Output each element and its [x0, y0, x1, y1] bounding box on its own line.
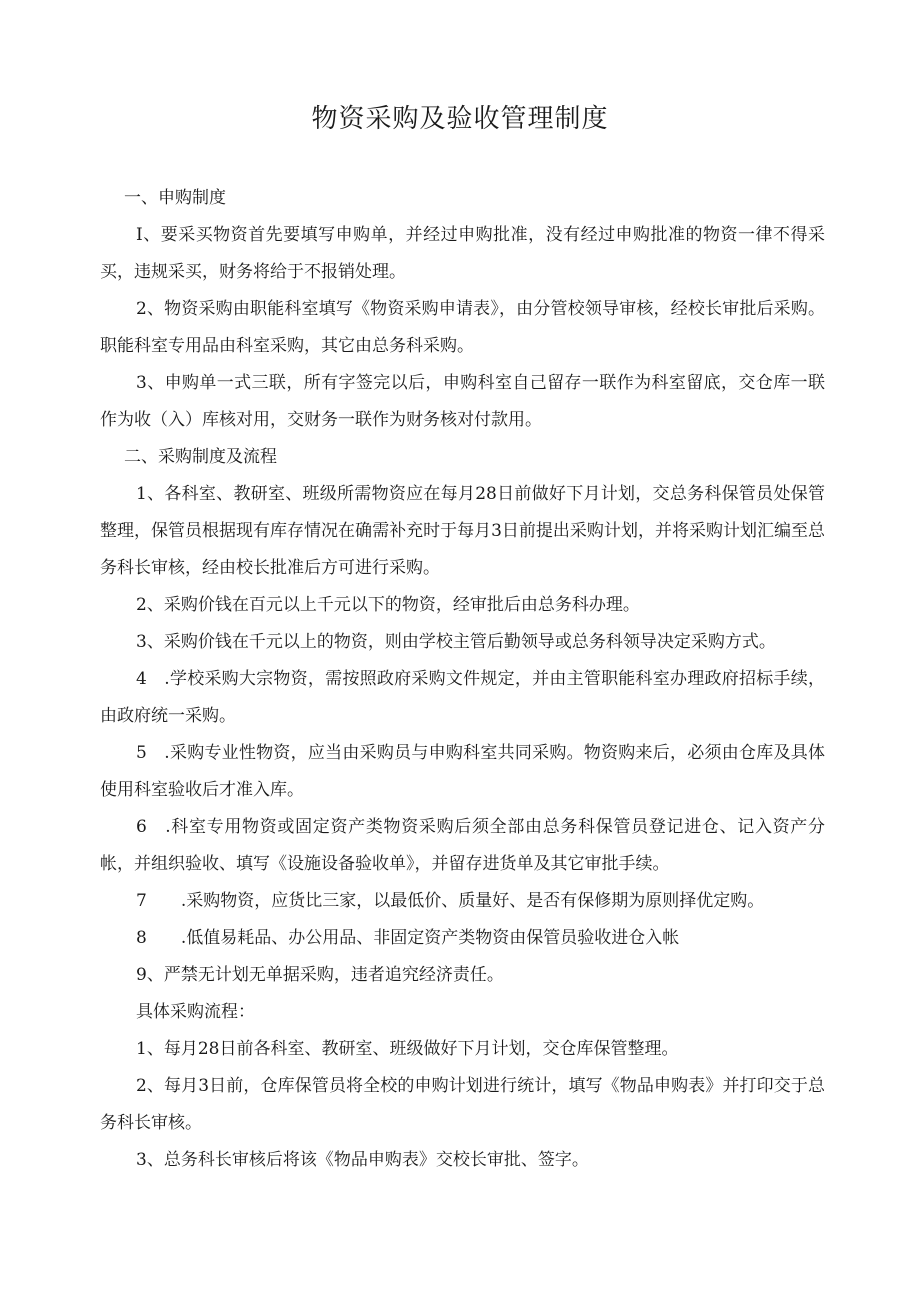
paragraph-requisition-2: 2、物资采购由职能科室填写《物资采购申请表》，由分管校领导审核，经校长审批后采购。职能科室专用品由科室采购，其它由总务科采购。	[100, 299, 825, 356]
paragraph-process-2: 2、每月3日前，仓库保管员将全校的申购计划进行统计，填写《物品申购表》并打印交于总务科长审核。	[100, 1076, 825, 1133]
section-heading-requisition: 一、申购制度	[124, 188, 226, 208]
paragraph-purchasing-2: 2、采购价钱在百元以上千元以下的物资，经审批后由总务科办理。	[136, 595, 640, 615]
paragraph-purchasing-5: 5 .采购专业性物资，应当由采购员与申购科室共同采购。物资购来后，必须由仓库及具体使用科室验收后才准入库。	[100, 743, 825, 800]
paragraph-purchasing-1: 1、各科室、教研室、班级所需物资应在每月28日前做好下月计划，交总务科保管员处保管整理，保管员根据现有库存情况在确需补充时于每月3日前提出采购计划，并将采购计划汇编至总务科长审核，经由校长批准后方可进行采购。	[100, 484, 825, 578]
paragraph-purchasing-9: 9、严禁无计划无单据采购，违者追究经济责任。	[136, 965, 504, 985]
paragraph-process-1: 1、每月28日前各科室、教研室、班级做好下月计划，交仓库保管整理。	[136, 1039, 679, 1059]
paragraph-purchasing-3: 3、采购价钱在千元以上的物资，则由学校主管后勤领导或总务科领导决定采购方式。	[136, 632, 776, 652]
subheading-process: 具体采购流程：	[136, 1002, 255, 1022]
paragraph-purchasing-4: 4 .学校采购大宗物资，需按照政府采购文件规定，并由主管职能科室办理政府招标手续，由政府统一采购。	[100, 669, 825, 726]
paragraph-purchasing-7: 7 .采购物资，应货比三家，以最低价、质量好、是否有保修期为原则择优定购。	[136, 891, 765, 911]
paragraph-requisition-3: 3、申购单一式三联，所有字签完以后，申购科室自己留存一联作为科室留底，交仓库一联作为收（入）库核对用，交财务一联作为财务核对付款用。	[100, 373, 825, 430]
paragraph-process-3: 3、总务科长审核后将该《物品申购表》交校长审批、签字。	[136, 1150, 589, 1170]
document-title: 物资采购及验收管理制度	[311, 104, 609, 134]
paragraph-requisition-1: I、要采买物资首先要填写申购单，并经过申购批准，没有经过申购批准的物资一律不得采买，违规采买，财务将给于不报销处理。	[100, 225, 825, 282]
section-heading-purchasing: 二、采购制度及流程	[124, 447, 277, 467]
document-body	[100, 180, 825, 1179]
paragraph-purchasing-6: 6 .科室专用物资或固定资产类物资采购后须全部由总务科保管员登记进仓、记入资产分帐，并组织验收、填写《设施设备验收单》，并留存进货单及其它审批手续。	[100, 817, 825, 874]
paragraph-purchasing-8: 8 .低值易耗品、办公用品、非固定资产类物资由保管员验收进仓入帐	[136, 928, 680, 948]
